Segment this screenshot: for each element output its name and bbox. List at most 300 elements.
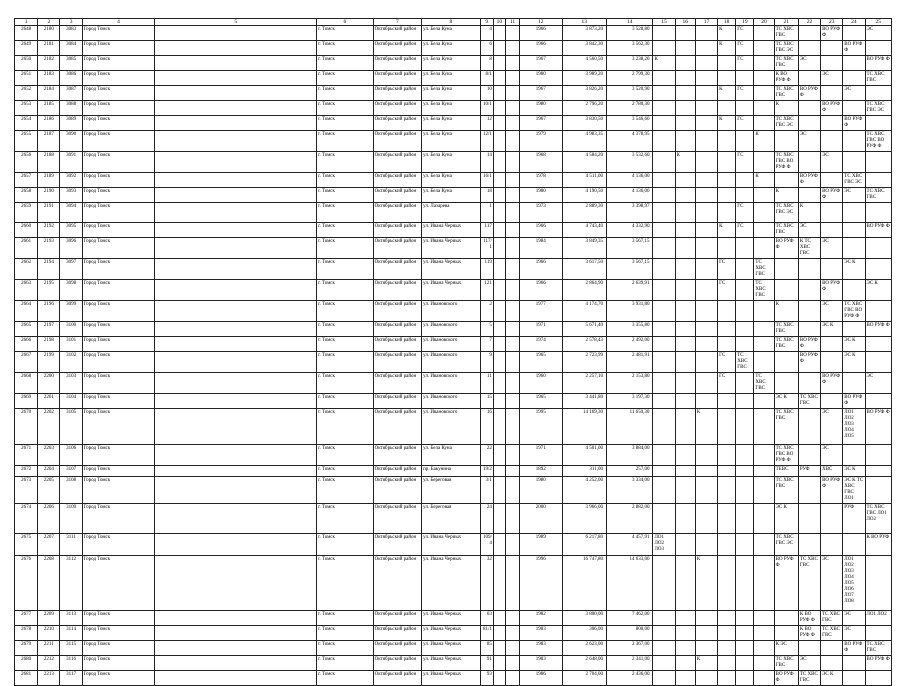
cell-house: 8 [480,56,493,71]
cell-col-17: К [695,656,717,671]
cell-col-20 [754,445,774,466]
cell-col-18 [718,626,736,641]
cell-house: 91 [480,656,493,671]
cell-row-number: 2668 [15,373,38,394]
cell-col-25: ЛО1 ЛО2 [865,611,891,626]
cell-area-total: 3 842,30 [562,41,606,56]
cell-col-22: ТС ХВС ГВС [798,671,820,686]
cell-col-10 [493,188,505,203]
cell-col-19 [736,337,754,352]
cell-col-23 [821,394,843,409]
column-number-23: 23 [821,19,843,26]
cell-col-15 [653,301,675,322]
cell-col-10 [493,626,505,641]
cell-col-19: ГС [736,203,754,223]
cell-street: ул. Бела Куна [422,188,481,203]
cell-col-20 [754,322,774,337]
cell-col-18 [718,409,736,445]
cell-col-16 [675,56,695,71]
cell-id-b: 3106 [60,445,82,466]
column-number-15: 15 [653,19,675,26]
cell-id-b: 3083 [60,26,82,41]
cell-district: Октябрьский район [373,238,421,259]
cell-col-11 [505,337,519,352]
cell-id-b: 3088 [60,101,82,116]
cell-id-b: 3114 [60,626,82,641]
cell-street: ул. Бела Куна [422,445,481,466]
cell-col-20 [754,477,774,504]
cell-col-17 [695,394,717,409]
column-number-19: 19 [736,19,754,26]
cell-year: 1995 [520,409,562,445]
cell-col-18 [718,477,736,504]
cell-street: ул. Ивановского [422,394,481,409]
table-row [15,352,892,373]
cell-area-total: 2 704,00 [562,671,606,686]
cell-street: ул. Ивановского [422,373,481,394]
cell-col-5 [155,322,317,337]
cell-id-b: 3112 [60,556,82,611]
cell-col-11 [505,101,519,116]
cell-col-20 [754,352,774,373]
table-row [15,373,892,394]
cell-col-19 [736,280,754,301]
cell-street: ул. Ивана Черных [422,280,481,301]
cell-col-16 [675,445,695,466]
cell-district: Октябрьский район [373,337,421,352]
cell-col-23 [821,223,843,238]
cell-street: ул. Бела Куна [422,56,481,71]
cell-street: ул. Ивана Черных [422,556,481,611]
cell-col-20 [754,188,774,203]
cell-city: г. Томск [317,116,374,131]
table-row [15,504,892,534]
cell-col-19 [736,238,754,259]
cell-col-22 [798,41,820,56]
cell-col-23 [821,656,843,671]
table-row [15,238,892,259]
cell-col-18: ГС [718,373,736,394]
cell-col-21 [774,131,798,152]
cell-col-11 [505,238,519,259]
cell-year: 1966 [520,280,562,301]
cell-col-11 [505,56,519,71]
cell-id-b: 3113 [60,611,82,626]
cell-col-11 [505,409,519,445]
column-number-5: 5 [155,19,317,26]
cell-col-19 [736,71,754,86]
cell-col-15 [653,477,675,504]
cell-city: г. Томск [317,337,374,352]
cell-col-17 [695,101,717,116]
cell-col-23: ЭС [821,152,843,173]
cell-row-number: 2658 [15,188,38,203]
cell-col-24: ЭС К [843,466,865,477]
cell-city: г. Томск [317,352,374,373]
cell-col-21 [774,373,798,394]
cell-id-a: 2202 [38,409,60,445]
cell-year: 1983 [520,626,562,641]
cell-municipality: Город Томск [82,504,155,534]
cell-municipality: Город Томск [82,409,155,445]
cell-col-16 [675,556,695,611]
cell-col-15 [653,656,675,671]
table-row [15,556,892,611]
cell-row-number: 2651 [15,71,38,86]
cell-house: 6 [480,41,493,56]
cell-col-22 [798,259,820,280]
cell-col-19: ГС [736,152,754,173]
cell-house: 18 [480,188,493,203]
cell-col-11 [505,556,519,611]
cell-col-21: К ВО РУФ Ф [774,71,798,86]
cell-col-10 [493,259,505,280]
cell-col-15 [653,671,675,686]
cell-row-number: 2653 [15,101,38,116]
cell-col-18 [718,71,736,86]
cell-col-15 [653,188,675,203]
cell-col-10 [493,71,505,86]
cell-col-21 [774,280,798,301]
cell-row-number: 2667 [15,352,38,373]
cell-col-11 [505,445,519,466]
cell-col-19 [736,101,754,116]
table-row [15,26,892,41]
cell-col-10 [493,223,505,238]
cell-municipality: Город Томск [82,86,155,101]
cell-col-20: ТС ХВС ГВС [754,280,774,301]
cell-col-22 [798,477,820,504]
cell-municipality: Город Томск [82,534,155,556]
cell-col-24: РУФ [843,504,865,534]
column-number-18: 18 [718,19,736,26]
cell-city: г. Томск [317,301,374,322]
cell-col-25 [865,173,891,188]
cell-col-16 [675,86,695,101]
cell-col-15 [653,26,675,41]
cell-row-number: 2663 [15,280,38,301]
cell-col-21: ТС ХВС ГВС ВО РУФ Ф [774,152,798,173]
cell-row-number: 2671 [15,445,38,466]
table-row [15,41,892,56]
cell-col-21: ТС ХВС ГВС [774,337,798,352]
cell-year: 2000 [520,504,562,534]
cell-col-10 [493,409,505,445]
cell-id-a: 2206 [38,504,60,534]
cell-year: 1967 [520,56,562,71]
cell-col-16 [675,409,695,445]
cell-area-living: 3 567,15 [606,259,652,280]
cell-col-11 [505,322,519,337]
cell-col-5 [155,466,317,477]
cell-col-10 [493,116,505,131]
cell-col-10 [493,611,505,626]
cell-col-21: ТС ХВС ГВС [774,223,798,238]
cell-col-11 [505,259,519,280]
cell-area-total: 2 578,43 [562,337,606,352]
cell-area-total: 3 826,20 [562,86,606,101]
cell-col-19 [736,373,754,394]
cell-col-19: ТС ХВС ГВС [736,352,754,373]
column-number-17: 17 [695,19,717,26]
cell-col-11 [505,41,519,56]
cell-area-living: 800,00 [606,626,652,641]
cell-col-23 [821,56,843,71]
cell-area-total: 2 889,30 [562,203,606,223]
cell-year: 1977 [520,301,562,322]
table-row [15,259,892,280]
cell-col-21: К ЭС [774,641,798,656]
cell-row-number: 2655 [15,131,38,152]
cell-id-b: 3091 [60,152,82,173]
cell-col-23: ТС ХВС ГВС [821,626,843,641]
cell-year: 1973 [520,203,562,223]
cell-city: г. Томск [317,671,374,686]
cell-area-total: 3 830,50 [562,116,606,131]
cell-col-19 [736,466,754,477]
cell-col-15 [653,394,675,409]
cell-col-24: ЭС [843,188,865,203]
cell-municipality: Город Томск [82,301,155,322]
cell-col-22 [798,71,820,86]
cell-col-19 [736,322,754,337]
cell-col-11 [505,26,519,41]
cell-col-25: ЭС К [865,280,891,301]
cell-city: г. Томск [317,534,374,556]
cell-col-10 [493,173,505,188]
cell-district: Октябрьский район [373,322,421,337]
cell-col-22: К [798,203,820,223]
cell-col-25: ВО РУФ Ф [865,223,891,238]
cell-col-17 [695,671,717,686]
cell-col-18 [718,394,736,409]
cell-col-16 [675,611,695,626]
cell-col-20 [754,301,774,322]
cell-district: Октябрьский район [373,466,421,477]
cell-id-b: 3109 [60,504,82,534]
cell-col-24 [843,656,865,671]
cell-col-5 [155,41,317,56]
cell-col-19 [736,409,754,445]
cell-col-21: ВО РУФ Ф [774,238,798,259]
cell-id-b: 3097 [60,259,82,280]
cell-year: 1978 [520,173,562,188]
cell-col-11 [505,188,519,203]
cell-id-a: 2194 [38,259,60,280]
cell-col-18 [718,337,736,352]
cell-area-total: 4 252,00 [562,477,606,504]
cell-id-a: 2201 [38,394,60,409]
cell-col-22: РУФ [798,466,820,477]
cell-col-15: К [653,56,675,71]
cell-area-living: 2 153,80 [606,373,652,394]
cell-col-25: ВО РУФ Ф [865,409,891,445]
cell-col-18: К [718,86,736,101]
cell-col-19: ГС [736,41,754,56]
cell-col-5 [155,280,317,301]
cell-col-24 [843,26,865,41]
cell-area-living: 14 633,00 [606,556,652,611]
cell-col-19: ГС [736,223,754,238]
table-row [15,56,892,71]
cell-col-18 [718,656,736,671]
cell-row-number: 2674 [15,504,38,534]
cell-area-living: 4 136,00 [606,173,652,188]
cell-col-16 [675,173,695,188]
cell-area-total: 3 617,50 [562,259,606,280]
cell-col-11 [505,223,519,238]
cell-row-number: 2660 [15,223,38,238]
cell-year: 1989 [520,534,562,556]
cell-row-number: 2681 [15,671,38,686]
cell-col-23: ЭС [821,445,843,466]
cell-col-16 [675,373,695,394]
cell-city: г. Томск [317,394,374,409]
cell-area-total: 2 623,00 [562,641,606,656]
cell-municipality: Город Томск [82,203,155,223]
cell-col-18 [718,203,736,223]
cell-area-living: 2 492,00 [606,337,652,352]
cell-city: г. Томск [317,41,374,56]
cell-col-10 [493,56,505,71]
cell-col-25 [865,477,891,504]
cell-col-20 [754,101,774,116]
cell-col-11 [505,626,519,641]
cell-city: г. Томск [317,445,374,466]
cell-col-21: К [774,188,798,203]
header-row [15,19,892,26]
cell-district: Октябрьский район [373,116,421,131]
cell-col-11 [505,466,519,477]
cell-id-a: 2184 [38,86,60,101]
cell-house: 22 [480,445,493,466]
cell-row-number: 2678 [15,626,38,641]
cell-area-total: 306,00 [562,626,606,641]
cell-col-10 [493,641,505,656]
cell-district: Октябрьский район [373,26,421,41]
cell-house: 10 [480,86,493,101]
table-row [15,534,892,556]
cell-col-5 [155,504,317,534]
table-row [15,280,892,301]
cell-col-20 [754,671,774,686]
cell-col-17 [695,626,717,641]
cell-house: 117/1 [480,238,493,259]
cell-col-22: ТС ХВС ГВС [798,556,820,611]
table-row [15,322,892,337]
cell-city: г. Томск [317,641,374,656]
cell-id-b: 3108 [60,477,82,504]
cell-col-16 [675,259,695,280]
cell-col-22 [798,26,820,41]
cell-id-b: 3090 [60,131,82,152]
cell-col-19 [736,259,754,280]
cell-municipality: Город Томск [82,71,155,86]
cell-col-19 [736,656,754,671]
cell-house: 10/1 [480,101,493,116]
cell-row-number: 2673 [15,477,38,504]
cell-municipality: Город Томск [82,56,155,71]
cell-col-10 [493,394,505,409]
cell-municipality: Город Томск [82,611,155,626]
cell-area-total: 2 257,10 [562,373,606,394]
cell-col-18: К [718,26,736,41]
cell-area-total: 311,00 [562,466,606,477]
cell-district: Октябрьский район [373,373,421,394]
cell-col-21: К [774,301,798,322]
cell-col-25: ЭС [865,373,891,394]
cell-city: г. Томск [317,259,374,280]
cell-area-living: 2 780,30 [606,101,652,116]
cell-col-10 [493,86,505,101]
cell-district: Октябрьский район [373,203,421,223]
cell-col-22 [798,116,820,131]
cell-area-living: 4 457,91 [606,534,652,556]
cell-area-living: 2 639,91 [606,280,652,301]
cell-id-a: 2183 [38,71,60,86]
column-number-14: 14 [606,19,652,26]
cell-col-21: ТС ХВС ГВС ЭС [774,116,798,131]
cell-col-16 [675,41,695,56]
cell-col-18 [718,671,736,686]
cell-house: 32 [480,556,493,611]
cell-col-16 [675,101,695,116]
cell-col-5 [155,445,317,466]
cell-year: 1966 [520,223,562,238]
cell-col-21: ТС ХВС ГВС [774,26,798,41]
cell-municipality: Город Томск [82,26,155,41]
cell-col-23 [821,86,843,101]
cell-col-25: ТС ХВС ГВС [865,641,891,656]
cell-col-15 [653,337,675,352]
cell-area-living: 4 378,95 [606,131,652,152]
cell-district: Октябрьский район [373,611,421,626]
cell-city: г. Томск [317,280,374,301]
cell-id-b: 3116 [60,656,82,671]
cell-area-living: 2 799,30 [606,71,652,86]
cell-municipality: Город Томск [82,477,155,504]
cell-col-22 [798,101,820,116]
cell-col-10 [493,131,505,152]
cell-col-17 [695,466,717,477]
cell-col-23: ЭС К [821,671,843,686]
cell-year: 1986 [520,671,562,686]
cell-row-number: 2669 [15,394,38,409]
cell-col-5 [155,611,317,626]
cell-col-21 [774,259,798,280]
cell-col-15: ЛО1 ЛО2 ЛО3 [653,534,675,556]
table-row [15,116,892,131]
cell-house: 12/1 [480,131,493,152]
cell-col-11 [505,534,519,556]
cell-col-16 [675,352,695,373]
cell-col-23: ВО РУФ Ф [821,373,843,394]
cell-col-16 [675,394,695,409]
cell-col-15 [653,152,675,173]
cell-col-22: К ВО РУФ Ф [798,611,820,626]
cell-col-20 [754,203,774,223]
cell-col-20 [754,641,774,656]
cell-col-5 [155,116,317,131]
cell-id-a: 2188 [38,152,60,173]
cell-col-5 [155,173,317,188]
cell-col-11 [505,280,519,301]
cell-municipality: Город Томск [82,626,155,641]
cell-city: г. Томск [317,477,374,504]
cell-col-15 [653,409,675,445]
cell-area-total: 3 966,00 [562,504,606,534]
cell-col-23 [821,203,843,223]
